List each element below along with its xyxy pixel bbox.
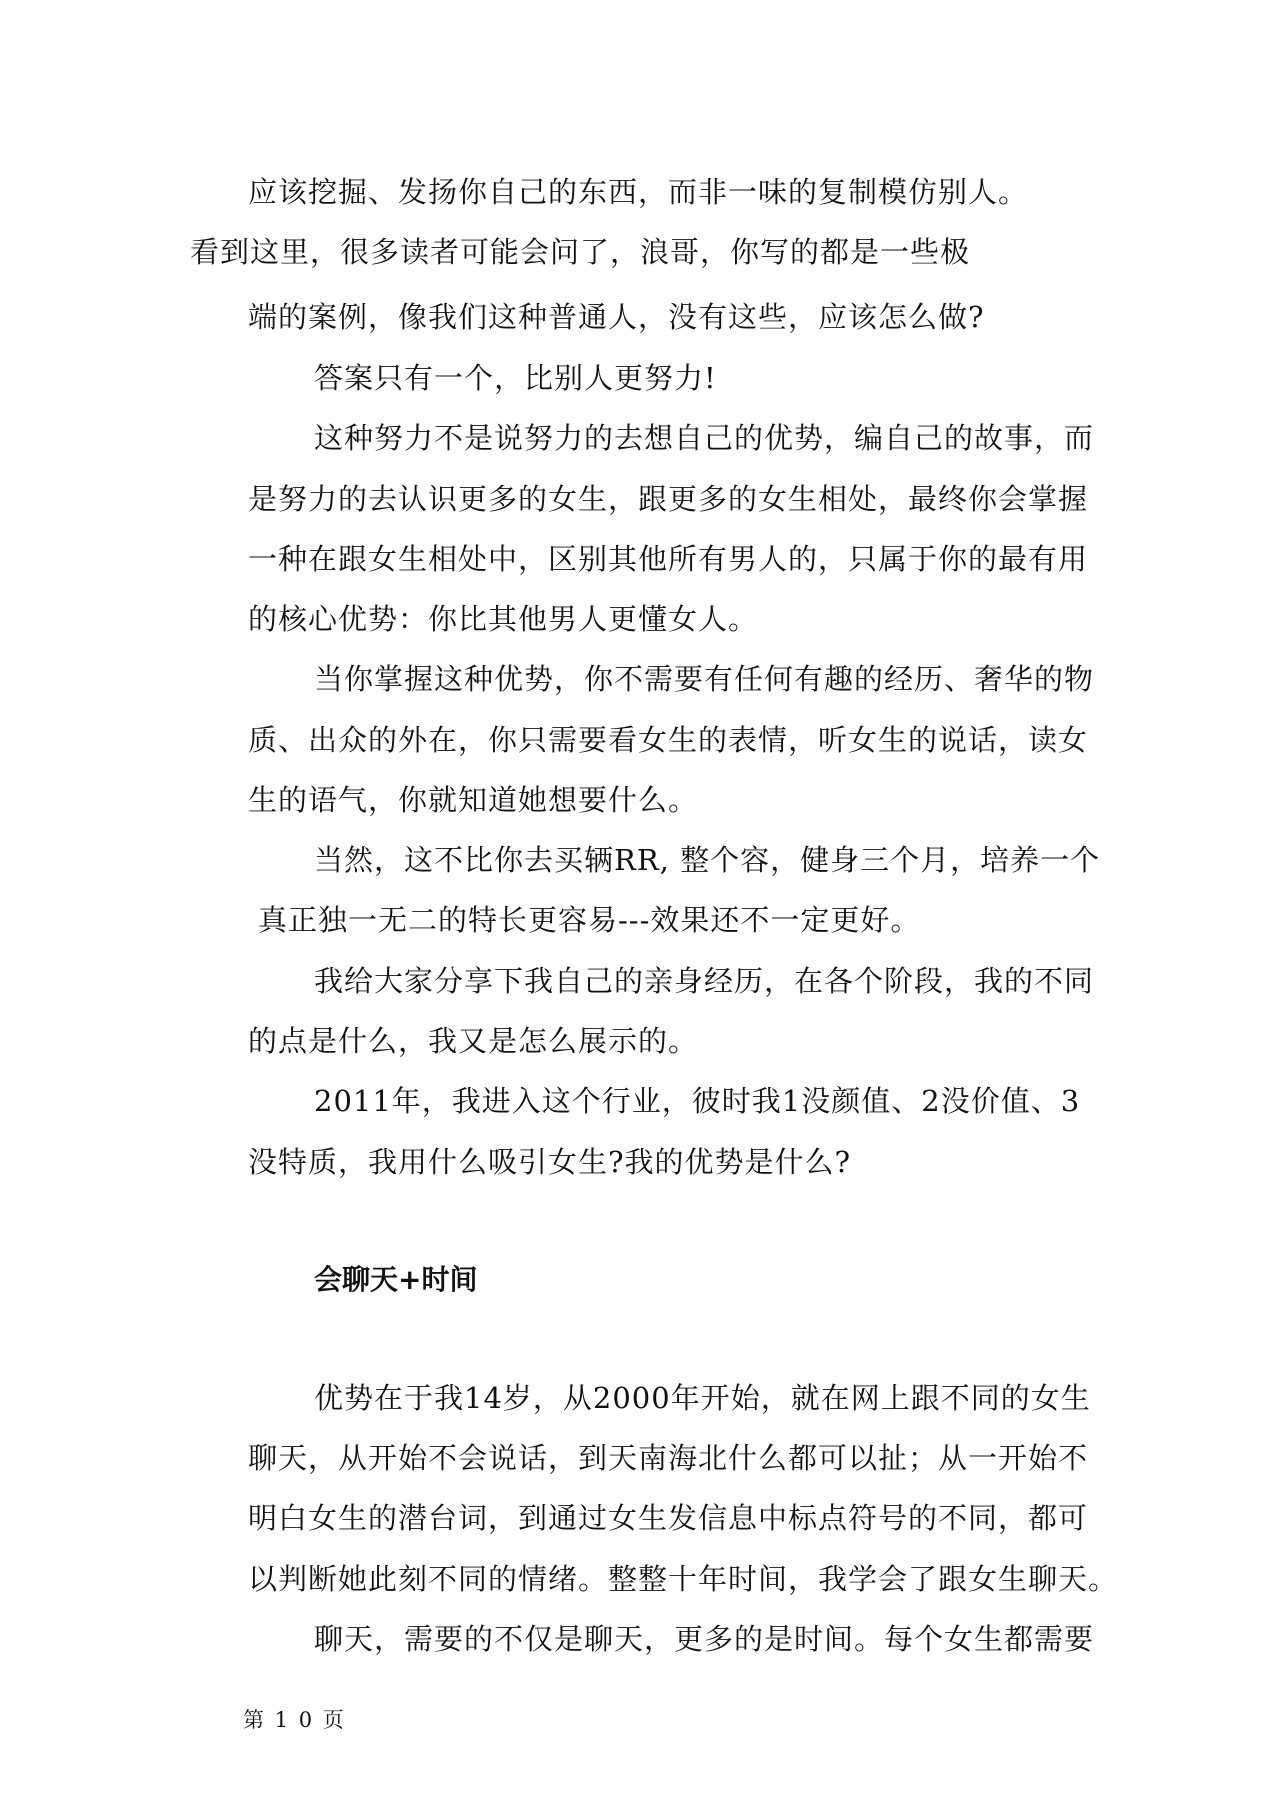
text-line: 当然，这不比你去买辆RR, 整个容，健身三个月，培养一个 — [314, 843, 1101, 877]
text-line: 是努力的去认识更多的女生，跟更多的女生相处，最终你会掌握 — [248, 482, 1089, 516]
text-line: 没特质，我用什么吸引女生?我的优势是什么? — [248, 1145, 852, 1179]
text-line: 优势在于我14岁，从2000年开始，就在网上跟不同的女生 — [314, 1381, 1091, 1415]
text-line: 应该挖掘、发扬你自己的东西，而非一味的复制模仿别人。 — [248, 175, 1029, 209]
text-line: 我给大家分享下我自己的亲身经历，在各个阶段，我的不同 — [314, 964, 1095, 998]
text-line: 的点是什么，我又是怎么展示的。 — [248, 1024, 699, 1058]
text-line: 看到这里，很多读者可能会问了，浪哥，你写的都是一些极 — [190, 235, 971, 269]
text-line: 一种在跟女生相处中，区别其他所有男人的，只属于你的最有用 — [248, 542, 1089, 576]
page-number: 第 1 0 页 — [243, 1708, 346, 1732]
text-line: 聊天，需要的不仅是聊天，更多的是时间。每个女生都需要 — [314, 1622, 1095, 1656]
text-line: 明白女生的潜台词，到通过女生发信息中标点符号的不同，都可 — [248, 1501, 1089, 1535]
text-line: 生的语气，你就知道她想要什么。 — [248, 783, 699, 817]
text-line: 2011年，我进入这个行业，彼时我1没颜值、2没价值、3 — [314, 1084, 1081, 1118]
text-line: 以判断她此刻不同的情绪。整整十年时间，我学会了跟女生聊天。 — [248, 1562, 1119, 1596]
text-line: 答案只有一个，比别人更努力! — [314, 361, 717, 395]
text-line: 当你掌握这种优势，你不需要有任何有趣的经历、奢华的物 — [314, 662, 1095, 696]
text-line: 的核心优势：你比其他男人更懂女人。 — [248, 602, 759, 636]
section-heading: 会聊天+时间 — [314, 1263, 478, 1296]
text-line: 这种努力不是说努力的去想自己的优势，编自己的故事，而 — [314, 421, 1095, 455]
text-line: 质、出众的外在，你只需要看女生的表情，听女生的说话，读女 — [248, 723, 1089, 757]
text-line: 端的案例，像我们这种普通人，没有这些，应该怎么做? — [248, 300, 985, 334]
text-line: 聊天，从开始不会说话，到天南海北什么都可以扯；从一开始不 — [248, 1441, 1089, 1475]
text-line: 真正独一无二的特长更容易---效果还不一定更好。 — [258, 903, 921, 937]
